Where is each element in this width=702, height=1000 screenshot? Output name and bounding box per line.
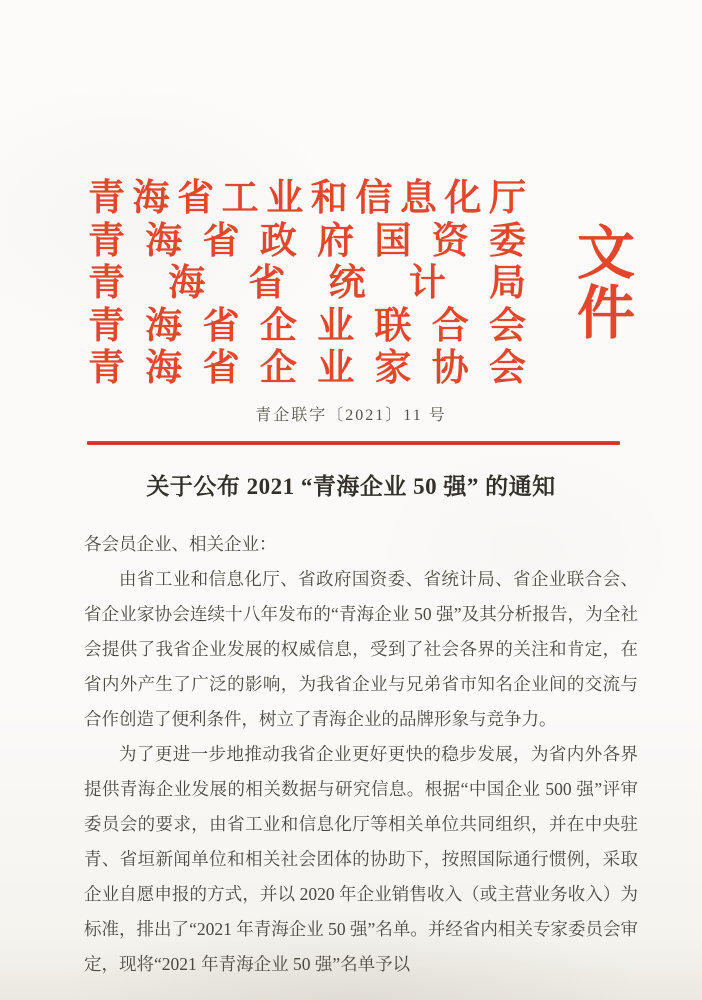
document-type-label: 文件 bbox=[576, 221, 636, 347]
body-paragraph-1: 由省工业和信息化厅、省政府国资委、省统计局、省企业联合会、省企业家协会连续十八年发布的“青海企业 50 强”及其分析报告，为全社会提供了我省企业发展的权威信息，受到了社会各界的关注和肯定，在省内外产生了广泛的影响，为我省企业与兄弟省市知名企业间的交流与合作创造了便利条件，树立了青海企业的品牌形象与竞争力。 bbox=[84, 569, 638, 729]
agency-name-5: 青海省企业家协会 bbox=[88, 348, 526, 389]
agency-name-1: 青海省工业和信息化厅 bbox=[88, 178, 526, 219]
agency-name-2: 青海省政府国资委 bbox=[88, 220, 526, 262]
red-divider-line bbox=[87, 441, 620, 445]
agency-name-4: 青海省企业联合会 bbox=[88, 305, 526, 347]
agency-name-3: 青海省统计局 bbox=[88, 263, 526, 304]
document-body bbox=[84, 527, 638, 982]
issuing-agencies bbox=[88, 178, 526, 391]
salutation: 各会员企业、相关企业： bbox=[84, 534, 277, 554]
letterhead bbox=[88, 178, 636, 391]
document-title: 关于公布 2021 “青海企业 50 强” 的通知 bbox=[146, 474, 556, 499]
document-number: 青企联字〔2021〕11 号 bbox=[255, 407, 447, 424]
body-paragraph-2: 为了更进一步地推动我省企业更好更快的稳步发展，为省内外各界提供青海企业发展的相关数据与研究信息。根据“中国企业 500 强”评审委员会的要求，由省工业和信息化厅等相关单位共同组织，并在中央驻青、省垣新闻单位和相关社会团体的协助下，按照国际通行惯例，采取企业自愿申报的方式，并以 2020 年企业销售收入（或主营业务收入）为标准，排出了“2021 年青海企业 50 强”名单。并经省内相关专家委员会审定，现将“2021 年青海企业 50 强”名单予以 bbox=[84, 744, 638, 974]
